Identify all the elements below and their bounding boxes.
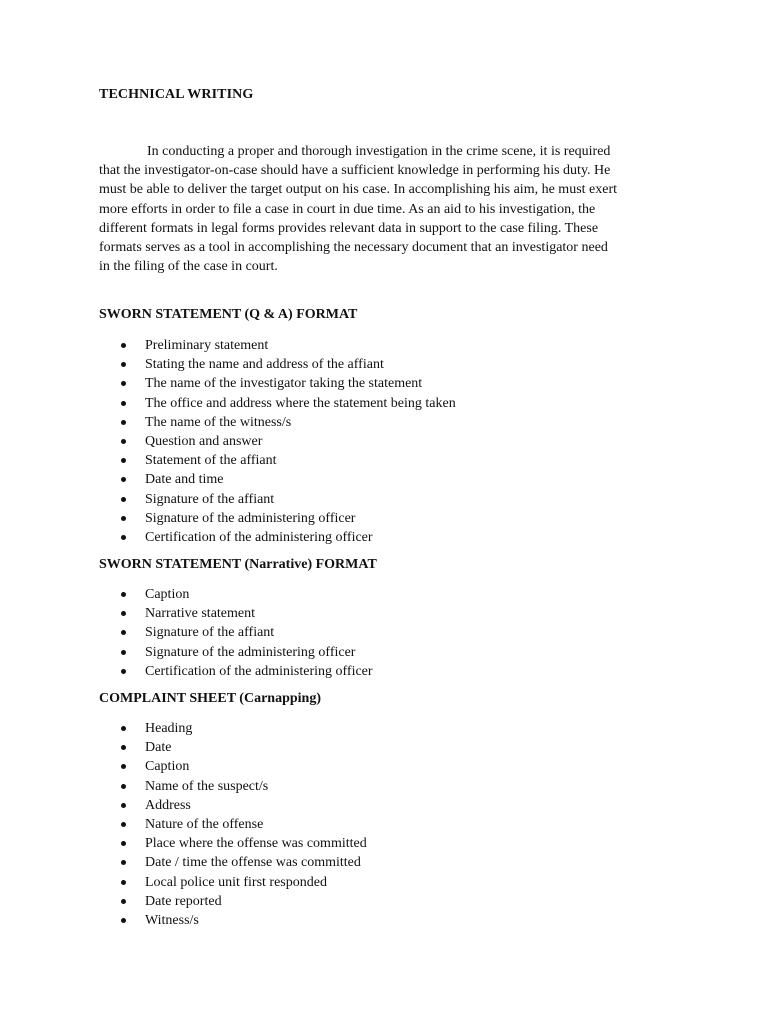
document-title: TECHNICAL WRITING	[99, 87, 254, 102]
bullet-icon	[121, 841, 126, 846]
intro-line: must be able to deliver the target output on his case. In accomplishing his aim, he must exert	[99, 182, 618, 198]
bullet-icon	[121, 592, 126, 597]
bullet-icon	[121, 343, 126, 348]
bullet-icon	[121, 726, 126, 731]
bullet-icon	[121, 899, 126, 904]
bullet-icon	[121, 420, 126, 425]
section-heading-sworn-statement-qa: SWORN STATEMENT (Q & A) FORMAT	[99, 307, 358, 322]
bullet-icon	[121, 381, 126, 386]
intro-line: in the filing of the case in court.	[99, 259, 278, 275]
intro-line: formats serves as a tool in accomplishing the necessary document that an investigator need	[99, 240, 608, 256]
intro-line: more efforts in order to file a case in court in due time. As an aid to his investigation, the	[99, 201, 596, 217]
bullet-icon	[121, 650, 126, 655]
intro-paragraph	[99, 142, 673, 276]
bullet-icon	[121, 477, 126, 482]
bullet-icon	[121, 745, 126, 750]
bullet-icon	[121, 497, 126, 502]
bullet-icon	[121, 860, 126, 865]
bullet-icon	[121, 803, 126, 808]
document-page: TECHNICAL WRITING In conducting a proper and thorough investigation in the crime scene, it is required that the investigator-on-case should have a sufficient knowledge in performing his duty. He must be able to deliver the target output on his case. In accomplishing his aim, he must exert more efforts in order to file a case in court in due time. As an aid to his investigation, the different formats in legal forms provides relevant data in support to the case filing. These formats serves as a tool in accomplishing the necessary document that an investigator need in the filing of the case in court. SWORN STATEMENT (Q & A) FORMAT Preliminary statement Stating the name and address of the affiant The name of the investigator taking the statement The office and address where the statement being taken The name of the witness/s Question and answer Statement of the affiant Date and time Signature of the affiant Signature of the administering officer Certification of the administering officer SWORN STATEMENT (Narrative) FORMAT Caption Narrative statement Signature of the affiant Signature of the administering officer Certification of the administering officer COMPLAINT SHEET (Carnapping) Heading Date Caption Name of the suspect/s Address Nature of the offense Place where the offense was committed Date / time the offense was committed Local police unit first responded Date reported Witness/s	[0, 0, 768, 1024]
bullet-icon	[121, 880, 126, 885]
bullet-icon	[121, 401, 126, 406]
bullet-icon	[121, 784, 126, 789]
section-heading-complaint-sheet: COMPLAINT SHEET (Carnapping)	[99, 691, 321, 706]
bullet-icon	[121, 918, 126, 923]
section-heading-sworn-statement-narrative: SWORN STATEMENT (Narrative) FORMAT	[99, 557, 377, 572]
bullet-icon	[121, 362, 126, 367]
bullet-icon	[121, 630, 126, 635]
bullet-icon	[121, 669, 126, 674]
intro-line: different formats in legal forms provides relevant data in support to the case filing. These	[99, 220, 599, 236]
intro-line: that the investigator-on-case should have a sufficient knowledge in performing his duty. He	[99, 163, 611, 179]
bullet-icon	[121, 822, 126, 827]
bullet-icon	[121, 764, 126, 769]
bullet-icon	[121, 516, 126, 521]
bullet-icon	[121, 439, 126, 444]
intro-line: In conducting a proper and thorough investigation in the crime scene, it is required	[147, 144, 611, 159]
bullet-icon	[121, 611, 126, 616]
bullet-icon	[121, 535, 126, 540]
bullet-icon	[121, 458, 126, 463]
